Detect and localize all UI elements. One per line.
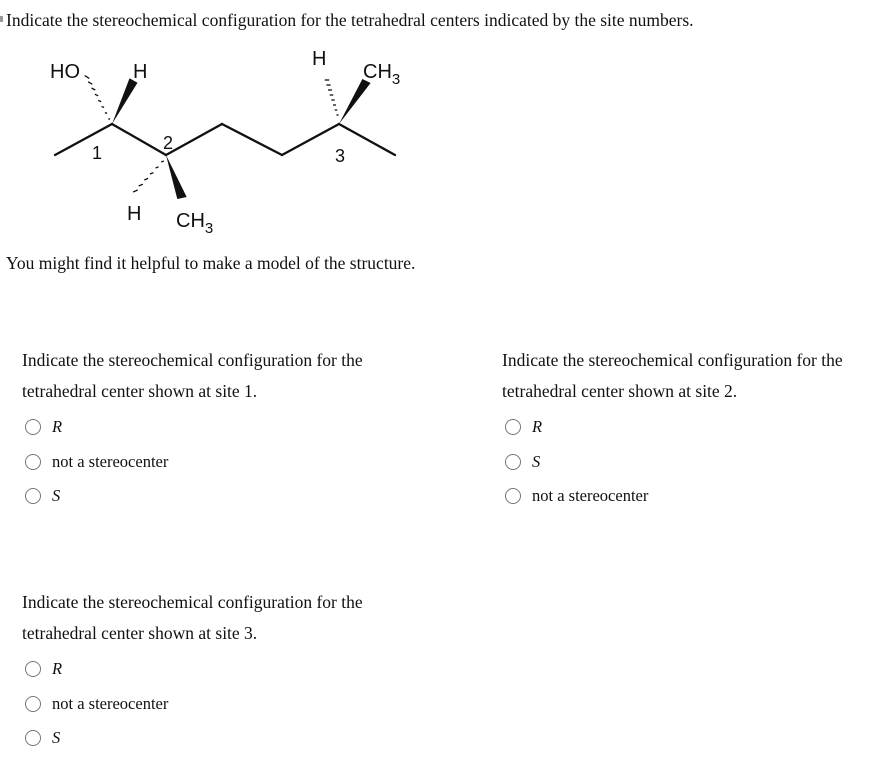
question-site-3 (22, 587, 363, 756)
label-ch3-top: $CH_3$ (363, 61, 401, 88)
radio-button[interactable] (25, 661, 41, 677)
hashed-bond-c2-h (133, 161, 164, 192)
option-r[interactable]: R (22, 410, 363, 445)
wedge-bond-c1-h (112, 78, 138, 124)
radio-button[interactable] (505, 419, 521, 435)
site-number-2: 2 (163, 133, 174, 153)
label-ho: HO (50, 61, 80, 83)
bond-c5-right (339, 124, 395, 155)
option-not-a-stereocenter[interactable]: not a stereocenter (502, 479, 843, 514)
site-number-1: 1 (92, 143, 103, 163)
question-prompt: Indicate the stereochemical configuration for the tetrahedral center shown at site 3. (22, 592, 363, 643)
answer-options (22, 410, 363, 514)
hashed-bond-c3-h (325, 80, 339, 115)
radio-button[interactable] (505, 488, 521, 504)
bond-c3-c4 (222, 124, 282, 155)
question-site-2 (502, 345, 843, 514)
answer-options (22, 652, 363, 756)
label-ch3-bottom: $CH_3$ (176, 210, 214, 237)
wedge-bond-c3-ch3 (339, 79, 371, 124)
bond-c1-c2 (112, 124, 166, 155)
intro-text: Indicate the stereochemical configuration for the tetrahedral centers indicated by the site numbers. (6, 10, 694, 30)
molecule-structure (0, 40, 460, 240)
model-hint: You might find it helpful to make a model of the structure. (6, 253, 416, 273)
radio-button[interactable] (25, 488, 41, 504)
option-s[interactable]: S (502, 445, 843, 480)
label-h-site3: H (312, 48, 327, 70)
bond-c4-c5 (282, 124, 339, 155)
edge-marker (0, 16, 3, 22)
hashed-bond-c1-ho (85, 76, 110, 119)
bond-c2-c3 (166, 124, 222, 155)
option-r[interactable]: R (502, 410, 843, 445)
label-h-bottom: H (127, 203, 142, 225)
question-prompt: Indicate the stereochemical configuration for the tetrahedral center shown at site 2. (502, 350, 843, 401)
radio-button[interactable] (505, 454, 521, 470)
radio-button[interactable] (25, 730, 41, 746)
wedge-bond-c2-ch3 (166, 155, 187, 199)
radio-button[interactable] (25, 454, 41, 470)
option-s[interactable]: S (22, 721, 363, 756)
option-not-a-stereocenter[interactable]: not a stereocenter (22, 445, 363, 480)
option-s[interactable]: S (22, 479, 363, 514)
option-r[interactable]: R (22, 652, 363, 687)
radio-button[interactable] (25, 419, 41, 435)
question-prompt: Indicate the stereochemical configuration for the tetrahedral center shown at site 1. (22, 350, 363, 401)
option-not-a-stereocenter[interactable]: not a stereocenter (22, 687, 363, 722)
answer-options (502, 410, 843, 514)
bond-c1-left (55, 124, 112, 155)
question-site-1 (22, 345, 363, 514)
site-number-3: 3 (335, 146, 346, 166)
label-h-site1: H (133, 61, 148, 83)
radio-button[interactable] (25, 696, 41, 712)
